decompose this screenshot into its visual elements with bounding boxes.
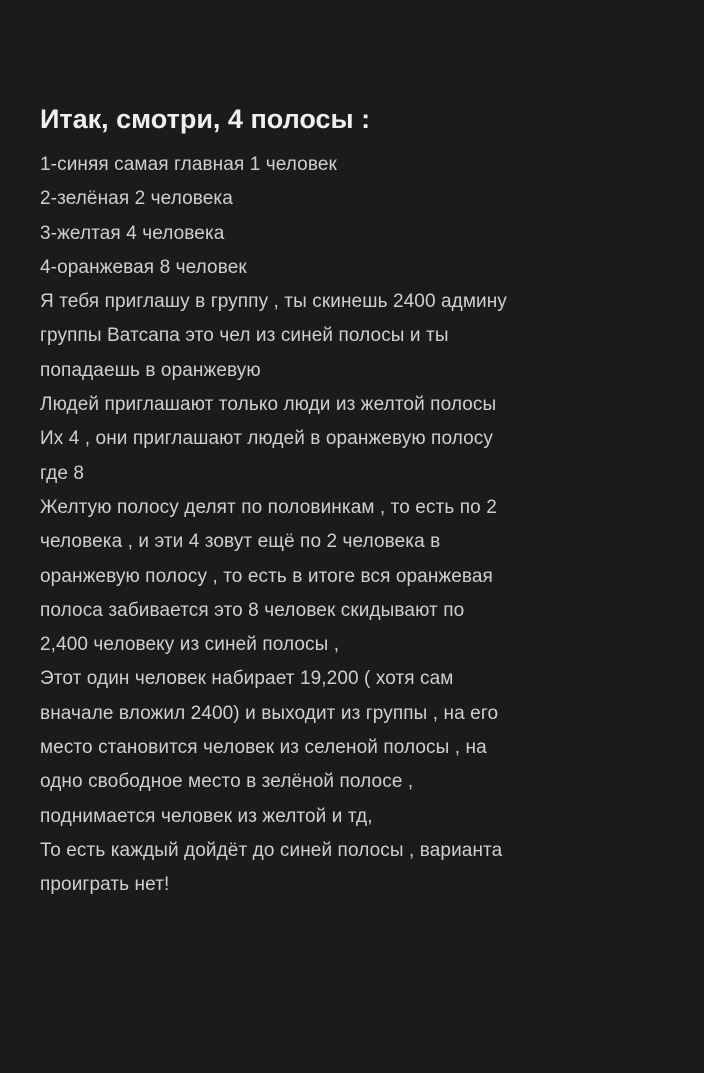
note-line: Желтую полосу делят по половинкам , то есть по 2 <box>40 496 497 518</box>
text-note <box>40 103 690 903</box>
note-line: 2,400 человеку из синей полосы , <box>40 634 340 656</box>
note-line: где 8 <box>40 462 85 484</box>
note-line: группы Ватсапа это чел из синей полосы и ты <box>40 325 449 347</box>
note-line: Этот один человек набирает 19,200 ( хотя сам <box>40 668 454 690</box>
note-line: 4-оранжевая 8 человек <box>40 256 247 278</box>
note-line: место становится человек из селеной полосы , на <box>40 737 487 759</box>
note-line: одно свободное место в зелёной полосе , <box>40 771 414 793</box>
note-line: Я тебя приглашу в группу , ты скинешь 2400 админу <box>40 291 507 313</box>
note-line: полоса забивается это 8 человек скидывают по <box>40 599 465 621</box>
note-line: человека , и эти 4 зовут ещё по 2 человека в <box>40 531 441 553</box>
note-body <box>40 148 690 903</box>
note-line: попадаешь в оранжевую <box>40 359 261 381</box>
note-line: 2-зелёная 2 человека <box>40 188 233 210</box>
note-line: оранжевую полосу , то есть в итоге вся оранжевая <box>40 565 493 587</box>
note-line: проиграть нет! <box>40 874 170 896</box>
note-line: 1-синяя самая главная 1 человек <box>40 154 337 175</box>
note-line: вначале вложил 2400) и выходит из группы , на его <box>40 702 499 724</box>
note-line: 3-желтая 4 человека <box>40 222 225 244</box>
note-line: Их 4 , они приглашают людей в оранжевую полосу <box>40 428 493 450</box>
note-line: Людей приглашают только люди из желтой полосы <box>40 394 497 416</box>
note-line: То есть каждый дойдёт до синей полосы , варианта <box>40 839 503 861</box>
note-heading: Итак, смотри, 4 полосы : <box>40 104 371 134</box>
note-line: поднимается человек из желтой и тд, <box>40 805 373 827</box>
